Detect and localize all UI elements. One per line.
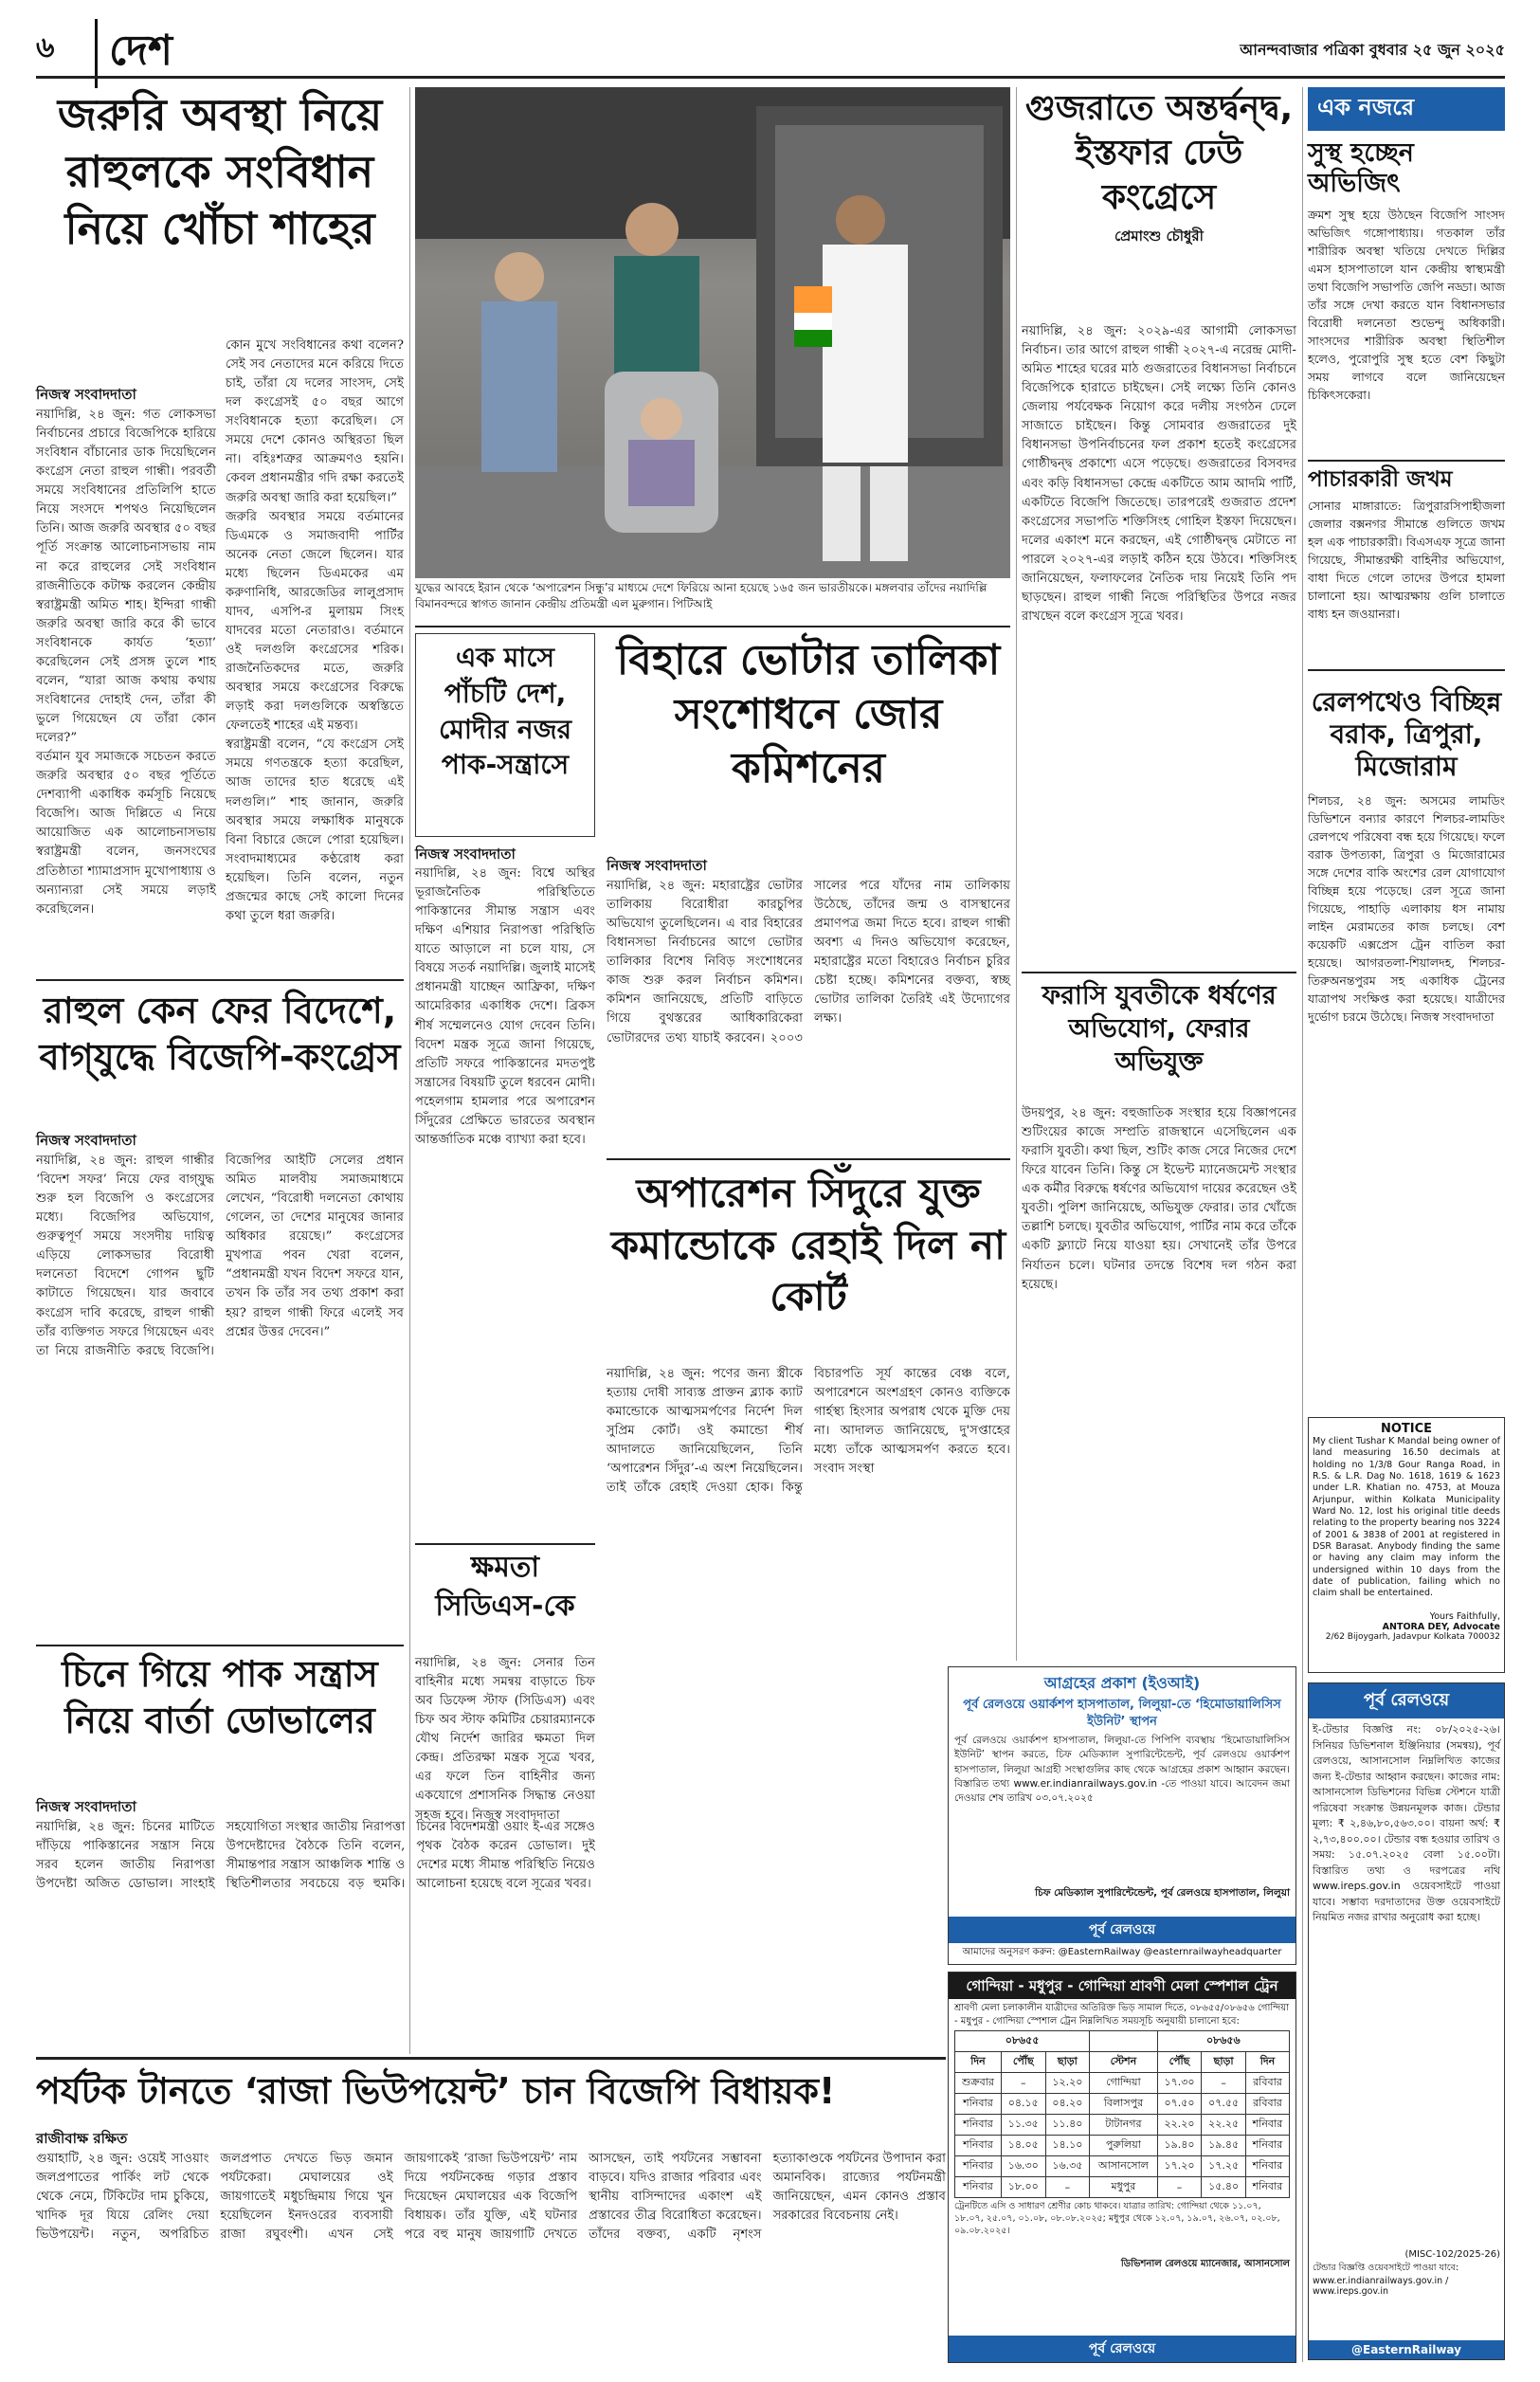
story-pak-headline-block — [415, 633, 595, 837]
blank-cell — [1090, 2031, 1157, 2052]
story-bihar-headline-block — [607, 633, 1010, 851]
byline: নিজস্ব সংবাদদাতা — [415, 846, 516, 863]
headline: ফরাসি যুবতীকে ধর্ষণের অভিযোগ, ফেরার অভিযুক্ত — [1042, 981, 1277, 1078]
table-row — [955, 2177, 1290, 2198]
ad-shrabani-mela-train — [948, 1972, 1296, 2363]
article-text: নয়াদিল্লি, ২৪ জুন: রাহুল গান্ধীর ‘বিদেশ সফর’ নিয়ে ফের বাগ্‌যুদ্ধ শুরু হল বিজেপি ও কংগ্রেসের মধ্যে। বিজেপির অভিযোগ, গুরুত্বপূর্ণ সময়ে সংসদীয় দায়িত্ব এড়িয়ে লোকসভার বিরোধী দলনেতা বিদেশে গোপন ছুটি কাটাতে গিয়েছেন। যার জবাবে কংগ্রেস দাবি করেছে, রাহুল গান্ধী তাঁর ব্যক্তিগত সফরে গিয়েছেন এবং তা নিয়ে রাজনীতি করছে বিজেপি। বিজেপির আইটি সেলের প্রধান অমিত মালবীয় সমাজমাধ্যমে লেখেন, “বিরোধী দলনেতা কোথায় গেলেন, তা দেশের মানুষের জানার অধিকার রয়েছে।” কংগ্রেসের মুখপাত্র পবন খেরা বলেন, “প্রধানমন্ত্রী যখন বিদেশ সফরে যান, তখন কি তাঁর সব তথ্য প্রকাশ করা হয়? রাহুল গান্ধী ফিরে এলেই সব প্রশ্নের উত্তর দেবেন।” — [36, 1154, 404, 1358]
table-cell: ১১.৪০ — [1045, 2115, 1090, 2136]
col-header: দিন — [955, 2052, 1002, 2073]
col-header: পৌঁছ — [1157, 2052, 1202, 2073]
ad-website: টেন্ডার বিজ্ঞপ্তি ওয়েবসাইটে পাওয়া যাবে: www.er.indianrailways.gov.in / www.ireps.gov.in — [1313, 2263, 1459, 2297]
ad-footer: পূর্ব রেলওয়ে — [949, 2336, 1295, 2362]
sidebar-item-text: সোনার মাঙ্গারাতে: ত্রিপুরারসিপাহীজলা জেলার বক্সনগর সীমান্তে গুলিতে জখম হল এক পাচারকারী। বিএসএফ সূত্রে জানা গিয়েছে, সীমান্তরক্ষী বাহিনীর অভিযোগ, বাধা দিতে গেলে তাদের উপরে হামলা চালানো হয়। আত্মরক্ষায় গুলি চালাতে বাধ্য হন জওয়ানরা। — [1308, 499, 1505, 622]
table-cell: ২২.২৫ — [1202, 2115, 1246, 2136]
page-number: ৬ — [36, 31, 55, 64]
ad-sign: চিফ মেডিক্যাল সুপারিন্টেন্ডেন্ট, পূর্ব রেলওয়ে হাসপাতাল, লিলুয়া — [1035, 1887, 1290, 1900]
table-cell: শনিবার — [1245, 2136, 1289, 2156]
article-text: নয়াদিল্লি, ২৪ জুন: সেনার তিন বাহিনীর মধ্যে সমন্বয় বাড়াতে চিফ অব ডিফেন্স স্টাফ (সিডিএস) এবং চিফ অব স্টাফ কমিটির চেয়ারম্যানকে যৌথ নির্দেশ জারির ক্ষমতা দিল কেন্দ্র। প্রতিরক্ষা মন্ত্রক সূত্রে খবর, এর ফলে তিন বাহিনীর জন্য একযোগে প্রশাসনিক সিদ্ধান্ত নেওয়া সহজ হবে। নিজস্ব সংবাদদাতা — [415, 1656, 595, 1823]
byline: নিজস্ব সংবাদদাতা — [607, 857, 707, 874]
col-header: ছাড়া — [1202, 2052, 1246, 2073]
news-photo — [415, 87, 1010, 578]
col-header: ছাড়া — [1045, 2052, 1090, 2073]
headline: এক মাসে পাঁচটি দেশ, মোদীর নজর পাক-সন্ত্রাসে — [438, 642, 572, 781]
ad-eastern-railway-tender — [1308, 1682, 1505, 2360]
table-cell: – — [1157, 2177, 1202, 2198]
table-cell: ১৪.১০ — [1045, 2136, 1090, 2156]
ad-intro: শ্রাবণী মেলা চলাকালীন যাত্রীদের অতিরিক্ত ভিড় সামাল দিতে, ০৮৬৫৫/০৮৬৫৬ গোন্দিয়া - মধুপুর - গোন্দিয়া স্পেশাল ট্রেন নিম্নলিখিত সময়সূচি অনুযায়ী চালানো হবে: — [954, 2003, 1290, 2027]
table-cell: শনিবার — [1245, 2115, 1289, 2136]
table-cell: ১৭.২৫ — [1202, 2156, 1246, 2177]
notice-title: NOTICE — [1380, 1422, 1433, 1436]
table-row — [955, 2156, 1290, 2177]
article-text: উদয়পুর, ২৪ জুন: বহুজাতিক সংস্থার হয়ে বিজ্ঞাপনের শুটিংয়ের কাজে সম্প্রতি রাজস্থানে এসেছিলেন এক ফরাসি যুবতী। কথা ছিল, শুটিং কাজ সেরে নিজের দেশে ফিরে যাবেন তিনি। কিন্তু সে ইভেন্ট ম্যানেজমেন্ট সংস্থার এক কর্মীর বিরুদ্ধে ধর্ষণের অভিযোগ দায়ের করেছেন ওই যুবতী। পুলিশ জানিয়েছে, অভিযুক্ত ফেরার। তার খোঁজে তল্লাশি চলছে। যুবতীর অভিযোগ, পার্টির নাম করে তাঁকে একটি ফ্ল্যাটে নিয়ে যাওয়া হয়। সেখানেই তাঁর উপরে নির্যাতন চলে। ঘটনার তদন্তে বিশেষ দল গঠন করা হয়েছে। — [1022, 1106, 1296, 1292]
headline: গুজরাতে অন্তর্দ্বন্দ্ব, ইস্তফার ঢেউ কংগ্রেসে — [1024, 89, 1294, 217]
table-cell: শনিবার — [955, 2136, 1002, 2156]
byline: নিজস্ব সংবাদদাতা — [36, 1132, 136, 1149]
table-row — [955, 2136, 1290, 2156]
table-row — [955, 2073, 1290, 2094]
table-cell: ১৬.৩০ — [1001, 2156, 1045, 2177]
table-cell: গোন্দিয়া — [1090, 2073, 1157, 2094]
table-row — [955, 2094, 1290, 2115]
rail-headline: রেলপথেও বিচ্ছিন্ন বরাক, ত্রিপুরা, মিজোরাম — [1311, 686, 1502, 782]
table-cell: ০৭.৫৫ — [1202, 2094, 1246, 2115]
train-schedule-table — [954, 2030, 1290, 2198]
story-gujarat-headline-block — [1022, 87, 1296, 315]
col-header: পৌঁছ — [1001, 2052, 1045, 2073]
table-cell: রবিবার — [1245, 2073, 1289, 2094]
table-cell: টাটানগর — [1090, 2115, 1157, 2136]
byline: নিজস্ব সংবাদদাতা — [36, 1798, 136, 1815]
table-cell: – — [1202, 2073, 1246, 2094]
rail-text: শিলচর, ২৪ জুন: অসমের লামডিং ডিভিশনে বন্যার কারণে শিলচর-লামডিং রেলপথে পরিষেবা বন্ধ হয়ে গিয়েছে। ফলে বরাক উপত্যকা, ত্রিপুরা ও মিজোরামের সঙ্গে দেশের বাকি অংশের রেল যোগাযোগ বিচ্ছিন্ন হয়ে পড়েছে। রেল সূত্রে জানা গিয়েছে, পাহাড়ি এলাকায় ধস নামায় লাইন মেরামতের কাজ চলছে। বেশ কয়েকটি এক্সপ্রেস ট্রেন বাতিল করা হয়েছে। আগরতলা-শিয়ালদহ, শিলচর-তিরুঅনন্তপুরম সহ একাধিক ট্রেনের যাত্রাপথ সংক্ষিপ্ত করা হয়েছে। যাত্রীদের দুর্ভোগ চরমে উঠেছে। নিজস্ব সংবাদদাতা — [1308, 793, 1505, 1025]
notice-address: 2/62 Bijoygarh, Jadavpur Kolkata 700032 — [1325, 1632, 1500, 1642]
notice-text: My client Tushar K Mandal being owner of land measuring 16.50 decimals at holding no 1/3/8 Gour Ranga Road, in R.S. & L.R. Dag No. 1618, 1619 & 1623 under L.R. Khatian no. 4753, at Mouza Arjunpur, within Kolkata Municipality Ward No. 12, lost his original title deeds relating to the property bearing nos 3224 of 2001 & 3838 of 2001 at registered in DSR Barasat. Anybody finding the same or having any claim may inform the undersigned within 10 days from the date of publication, failing which no claim shall be entertained. — [1313, 1436, 1500, 1599]
notice-box — [1308, 1417, 1505, 1673]
ad-code: (MISC-102/2025-26) — [1404, 2249, 1500, 2260]
table-cell: শনিবার — [1245, 2156, 1289, 2177]
headline: পর্যটক টানতে ‘রাজা ভিউপয়েন্ট’ চান বিজেপি বিধায়ক! — [36, 2070, 836, 2112]
table-cell: ০৭.৫০ — [1157, 2094, 1202, 2115]
col-header: দিন — [1245, 2052, 1289, 2073]
section-title: দেশ — [95, 19, 172, 88]
photo-illustration — [415, 87, 1010, 578]
table-cell: ০৪.১৫ — [1001, 2094, 1045, 2115]
ad-header: পূর্ব রেলওয়ে — [1309, 1683, 1504, 1718]
byline: প্রেমাংশু চৌধুরী — [1114, 227, 1204, 245]
ad-footer: পূর্ব রেলওয়ে — [949, 1917, 1295, 1943]
sidebar-item-title: সুস্থ হচ্ছেন অভিজিৎ — [1308, 138, 1414, 199]
train-up-no: ০৮৬৫৫ — [955, 2031, 1090, 2052]
table-cell: ১৫.৪০ — [1202, 2177, 1246, 2198]
table-cell: শনিবার — [955, 2094, 1002, 2115]
ad-text: পূর্ব রেলওয়ে ওয়ার্কশপ হাসপাতাল, লিলুয়া-তে পিপিপি ব্যবস্থায় ‘হিমোডায়ালিসিস ইউনিট’ স্থাপন করতে, চিফ মেডিক্যাল সুপারিন্টেন্ডেন্ট, পূর্ব রেলওয়ে ওয়ার্কশপ হাসপাতাল, লিলুয়া আগ্রহী সংস্থাগুলির কাছ থেকে আগ্রহের প্রকাশ আহ্বান করছেন। বিস্তারিত তথ্য www.er.indianrailways.gov.in -তে পাওয়া যাবে। আবেদন জমা দেওয়ার শেষ তারিখ ০৩.০৭.২০২৫ — [954, 1735, 1290, 1804]
table-cell: ০৪.২০ — [1045, 2094, 1090, 2115]
article-text: নয়াদিল্লি, ২৪ জুন: পণের জন্য স্ত্রীকে হত্যায় দোষী সাব্যস্ত প্রাক্তন ব্ল্যাক ক্যাট কমান্ডোকে আত্মসমর্পণের নির্দেশ দিল সুপ্রিম কোর্ট। ওই কমান্ডো শীর্ষ আদালতে জানিয়েছিলেন, তিনি ‘অপারেশন সিঁদুর’-এ অংশ নিয়েছিলেন। তাই তাঁকে রেহাই দেওয়া হোক। কিন্তু বিচারপতি সূর্য কান্তের বেঞ্চ বলে, অপারেশনে অংশগ্রহণ কোনও ব্যক্তিকে গার্হস্থ্য হিংসার অপরাধ থেকে মুক্তি দেয় না। আদালত জানিয়েছে, দু'সপ্তাহের মধ্যে তাঁকে আত্মসমর্পণ করতে হবে। সংবাদ সংস্থা — [607, 1367, 1010, 1496]
table-cell: ১৬.৩৫ — [1045, 2156, 1090, 2177]
headline: রাহুল কেন ফের বিদেশে, বাগ্‌যুদ্ধে বিজেপি-কংগ্রেস — [39, 990, 401, 1079]
table-row — [955, 2115, 1290, 2136]
col-header: স্টেশন — [1090, 2052, 1157, 2073]
article-text: নয়াদিল্লি, ২৪ জুন: চিনের মাটিতে দাঁড়িয়ে পাকিস্তানের সন্ত্রাস নিয়ে সরব হলেন জাতীয় নিরাপত্তা উপদেষ্টা অজিত ডোভাল। সাংহাই সহযোগিতা সংস্থার জাতীয় নিরাপত্তা উপদেষ্টাদের বৈঠকে তিনি বলেন, সীমান্তপার সন্ত্রাস আঞ্চলিক শান্তি ও স্থিতিশীলতার সবচেয়ে বড় হুমকি। চিনের বিদেশমন্ত্রী ওয়াং ই-এর সঙ্গেও পৃথক বৈঠক করেন ডোভাল। দুই দেশের মধ্যে সীমান্ত পরিস্থিতি নিয়েও আলোচনা হয়েছে বলে সূত্রের খবর। — [36, 1820, 595, 1892]
ad-text: ই-টেন্ডার বিজ্ঞপ্তি নং: ০৮/২০২৫-২৬। সিনিয়র ডিভিশনাল ইঞ্জিনিয়ার (সমন্বয়), পূর্ব রেলওয়ে, আসানসোল নিম্নলিখিত কাজের জন্য ই-টেন্ডার আহ্বান করছেন। কাজের নাম: আসানসোল ডিভিশনের বিভিন্ন স্টেশনে যাত্রী পরিষেবা সংক্রান্ত উন্নয়নমূলক কাজ। টেন্ডার মূল্য: ₹ ২,৪৬,৮০,৫৬৩.০০। বায়না অর্থ: ₹ ২,৭৩,৪০০.০০। টেন্ডার বন্ধ হওয়ার তারিখ ও সময়: ১৫.০৭.২০২৫ বেলা ১৫.০০টা। বিস্তারিত তথ্য ও দরপত্রের নথি www.ireps.gov.in ওয়েবসাইটে পাওয়া যাবে। সম্ভাব্য দরদাতাদের উক্ত ওয়েবসাইটে নিয়মিত নজর রাখার অনুরোধ করা হচ্ছে। — [1313, 1723, 1500, 1923]
headline: বিহারে ভোটার তালিকা সংশোধনে জোর কমিশনের — [616, 636, 1001, 793]
headline: অপারেশন সিঁদুরে যুক্ত কমান্ডোকে রেহাই দিল না কোর্ট — [610, 1170, 1006, 1320]
article-text: নয়াদিল্লি, ২৪ জুন: বিশ্বে অস্থির ভূরাজনৈতিক পরিস্থিতিতে পাকিস্তানের সীমান্ত সন্ত্রাস এবং দক্ষিণ এশিয়ার নিরাপত্তা পরিস্থিতি যাতে আড়ালে না চলে যায়, সে বিষয়ে সতর্ক নয়াদিল্লি। জুলাই মাসেই প্রধানমন্ত্রী যাচ্ছেন আফ্রিকা, দক্ষিণ আমেরিকার একাধিক দেশে। ব্রিকস শীর্ষ সম্মেলনেও যোগ দেবেন তিনি। বিদেশ মন্ত্রক সূত্রে জানা গিয়েছে, প্রতিটি সফরে পাকিস্তানের মদতপুষ্ট সন্ত্রাসের বিষয়টি তুলে ধরবেন মোদী। পহেলগাম হামলার পরে অপারেশন সিঁদুরের প্রেক্ষিতে ভারতের অবস্থান আন্তর্জাতিক মঞ্চে ব্যাখ্যা করা হবে। — [415, 866, 595, 1147]
article-text: কোন মুখে সংবিধানের কথা বলেন? সেই সব নেতাদের মনে করিয়ে দিতে চাই, তাঁরা যে দলের সাংসদ, সেই দল কংগ্রেসই ৫০ বছর আগে সংবিধানকে হত্যা করেছিল। সে সময়ে দেশে কোনও অস্থিরতা ছিল না। বহিঃশত্রুর আক্রমণও হয়নি। কেবল প্রধানমন্ত্রীর গদি রক্ষা করতেই জরুরি অবস্থা জারি করা হয়েছিল।” জরুরি অবস্থার সময়ে বর্তমানের ডিএমকে ও সমাজবাদী পার্টির অনেক নেতা জেলে ছিলেন। যার মধ্যে ছিলেন ডিএমকের এম করুণানিধি, আরজেডির লালুপ্রসাদ যাদব, এসপি-র মুলায়ম সিংহ যাদবের মতো নেতারাও। বর্তমানে ওই দলগুলি কংগ্রেসের শরিক। রাজনৈতিকদের মতে, জরুরি অবস্থার সময়ে কংগ্রেসের বিরুদ্ধে লড়াই করা দলগুলিকে অস্বস্তিতে ফেলতেই শাহের এই মন্তব্য। স্বরাষ্ট্রমন্ত্রী বলেন, “যে কংগ্রেস সেই সময়ে গণতন্ত্রকে হত্যা করেছিল, আজ তাদের হাত ধরেছে এই দলগুলি।” শাহ জানান, জরুরি অবস্থার সময়ে লক্ষাধিক মানুষকে বিনা বিচারে জেলে পোরা হয়েছিল। সংবাদমাধ্যমের কণ্ঠরোধ করা হয়েছিল। তিনি বলেন, নতুন প্রজন্মের কাছে সেই কালো দিনের কথা তুলে ধরা জরুরি। — [226, 338, 404, 923]
table-cell: রবিবার — [1245, 2094, 1289, 2115]
table-cell: শনিবার — [955, 2156, 1002, 2177]
byline: রাজীবাক্ষ রক্ষিত — [36, 2130, 128, 2147]
photo-caption: যুদ্ধের আবহে ইরান থেকে ‘অপারেশন সিন্ধু’র মাধ্যমে দেশে ফিরিয়ে আনা হয়েছে ১৬৫ জন ভারতীয়কে। মঙ্গলবার তাঁদের নয়াদিল্লি বিমানবন্দরে স্বাগত জানান কেন্দ্রীয় প্রতিমন্ত্রী এল মুরুগান। পিটিআই — [415, 581, 987, 610]
table-cell: ১৮.০০ — [1001, 2177, 1045, 2198]
ad-notes: ট্রেনটিতে এসি ও সাধারণ শ্রেণীর কোচ থাকবে। যাত্রার তারিখ: গোন্দিয়া থেকে ১১.০৭, ১৮.০৭, ২৫.০৭, ০১.০৮, ০৮.০৮.২০২৫; মধুপুর থেকে ১২.০৭, ১৯.০৭, ২৬.০৭, ০২.০৮, ০৯.০৮.২০২৫। — [954, 2201, 1280, 2236]
headline: ক্ষমতা সিডিএস-কে — [435, 1551, 575, 1623]
table-cell: শনিবার — [1245, 2177, 1289, 2198]
table-cell: আসানসোল — [1090, 2156, 1157, 2177]
ad-dialysis-eoi — [948, 1666, 1296, 1965]
headline: জরুরি অবস্থা নিয়ে রাহুলকে সংবিধান নিয়ে খোঁচা শাহের — [57, 89, 383, 254]
paper-date: আনন্দবাজার পত্রিকা বুধবার ২৫ জুন ২০২৫ — [1240, 41, 1505, 59]
table-cell: ১৪.০৫ — [1001, 2136, 1045, 2156]
story-raja-headline-block — [36, 2064, 946, 2121]
masthead — [36, 19, 1505, 76]
table-cell: ১৯.৪৫ — [1202, 2136, 1246, 2156]
story-french-headline-block — [1022, 972, 1296, 1100]
sidebar-header: এক নজরে — [1308, 87, 1505, 131]
byline: নিজস্ব সংবাদদাতা — [36, 386, 136, 403]
story-cds-headline-block — [415, 1543, 595, 1647]
ad-title: গোন্দিয়া - মধুপুর - গোন্দিয়া শ্রাবণী মেলা স্পেশাল ট্রেন — [949, 1973, 1295, 1999]
table-cell: ২২.২০ — [1157, 2115, 1202, 2136]
story-rahul-headline-block — [36, 988, 404, 1130]
train-down-no: ০৮৬৫৬ — [1157, 2031, 1289, 2052]
article-text: নয়াদিল্লি, ২৪ জুন: গত লোকসভা নির্বাচনের প্রচারে বিজেপিকে হারিয়ে সংবিধান বাঁচানোর ডাক দিয়েছিলেন কংগ্রেস নেতা রাহুল গান্ধী। পরবর্তী সময়ে সংবিধানের প্রতিলিপি হাতে নিয়ে সংসদে শপথও নিয়েছিলেন তিনি। আজ জরুরি অবস্থার ৫০ বছর পূর্তি সংক্রান্ত আলোচনাসভায় নাম না করে রাহুলের সেই সংবিধান রাজনীতিকে কটাক্ষ করলেন কেন্দ্রীয় স্বরাষ্ট্রমন্ত্রী অমিত শাহ। ইন্দিরা গান্ধী জরুরি অবস্থা জারি করে কী ভাবে সংবিধানকে কার্যত ‘হত্যা’ করেছিলেন সেই প্রসঙ্গ তুলে শাহ বলেন, “যারা আজ কথায় কথায় সংবিধানের দোহাই দেন, তাঁরা কী ভুলে গিয়েছেন যে তাঁরা কোন দলের?” বর্তমান যুব সমাজকে সচেতন করতে জরুরি অবস্থার ৫০ বছর পূর্তিতে দেশব্যাপী একাধিক কর্মসূচি নিয়েছে বিজেপি। আজ দিল্লিতে এ নিয়ে আয়োজিত এক আলোচনাসভায় স্বরাষ্ট্রমন্ত্রী বলেন, জনসংঘের প্রতিষ্ঠাতা শ্যামাপ্রসাদ মুখোপাধ্যায় ও অন্যান্যরা সেই সময়ে লড়াই করেছিলেন। — [36, 408, 216, 917]
table-cell: পুরুলিয়া — [1090, 2136, 1157, 2156]
table-cell: ১৭.৩০ — [1157, 2073, 1202, 2094]
ad-social: আমাদের অনুসরণ করুন: @EasternRailway @easternrailwayheadquarter — [962, 1947, 1282, 1957]
ad-social: @EasternRailway — [1309, 2340, 1504, 2359]
headline: চিনে গিয়ে পাক সন্ত্রাস নিয়ে বার্তা ডোভালের — [62, 1653, 378, 1742]
table-cell: শুক্রবার — [955, 2073, 1002, 2094]
sidebar-ek-najare — [1308, 87, 1505, 1528]
sidebar-item-text: ক্রমশ সুস্থ হয়ে উঠছেন বিজেপি সাংসদ অভিজিৎ গঙ্গোপাধ্যায়। গতকাল তাঁর শারীরিক অবস্থা খতিয়ে দেখতে দিল্লির এমস হাসপাতালে যান কেন্দ্রীয় স্বাস্থ্যমন্ত্রী তথা বিজেপি সভাপতি জেপি নড্ডা। আজ তাঁর সঙ্গে দেখা করতে যান বিধানসভার বিরোধী দলনেতা শুভেন্দু অধিকারী। সাংসদের শারীরিক অবস্থা স্থিতিশীল হলেও, পুরোপুরি সুস্থ হতে বেশ কিছুটা সময় লাগবে বলে জানিয়েছেন চিকিৎসকেরা। — [1308, 207, 1505, 402]
notice-name: ANTORA DEY, Advocate — [1382, 1622, 1500, 1632]
table-cell: মধুপুর — [1090, 2177, 1157, 2198]
story-sindoor-headline-block — [607, 1168, 1010, 1357]
ad-title: আগ্রহের প্রকাশ (ইওআই) — [1043, 1674, 1201, 1692]
table-cell: ১৯.৪০ — [1157, 2136, 1202, 2156]
story-china-headline-block — [36, 1651, 404, 1793]
sidebar-item-title: পাচারকারী জখম — [1308, 466, 1453, 492]
table-cell: শনিবার — [955, 2177, 1002, 2198]
table-cell: বিলাসপুর — [1090, 2094, 1157, 2115]
ad-subtitle: পূর্ব রেলওয়ে ওয়ার্কশপ হাসপাতাল, লিলুয়া-তে ‘হিমোডায়ালিসিস ইউনিট’ স্থাপন — [963, 1698, 1281, 1729]
table-cell: – — [1045, 2177, 1090, 2198]
notice-sign: Yours Faithfully, — [1429, 1611, 1500, 1622]
article-text: নয়াদিল্লি, ২৪ জুন: ২০২৯-এর আগামী লোকসভা নির্বাচন। তার আগে রাহুল গান্ধী ২০২৭-এ নরেন্দ্র মোদী-অমিত শাহের ঘরের মাঠ গুজরাতের বিধানসভা নির্বাচনে বিজেপিকে হারাতে চাইছেন। সেই লক্ষ্যে তিনি কোনও জেলায় পর্যবেক্ষক নিয়োগ করে দলীয় সংগঠন ঢেলে সাজাতে চাইছেন। কিন্তু সোমবার গুজরাতের দুই বিধানসভা উপনির্বাচনের ফল প্রকাশ হতেই কংগ্রেসের গোষ্ঠীদ্বন্দ্ব প্রকাশ্যে এসে পড়েছে। গুজরাতের বিসবদর এবং কড়ি বিধানসভা কেন্দ্রে একটিতে আম আদমি পার্টি, একটিতে বিজেপি জিতেছে। তারপরেই গুজরাত প্রদেশ কংগ্রেসের সভাপতি শক্তিসিংহ গোহিল ইস্তফা দিয়েছেন। দলের একাংশ মনে করছেন, এই গোষ্ঠীদ্বন্দ্ব মেটাতে না পারলে ২০২৭-এর লড়াই কঠিন হয়ে উঠবে। শক্তিসিংহ জানিয়েছেন, ফলাফলের নৈতিক দায় নিয়েই তিনি পদ ছাড়ছেন। রাহুল গান্ধী নিজে পরিস্থিতির উপরে নজর রাখছেন বলে কংগ্রেস সূত্রে খবর। — [1022, 324, 1296, 624]
table-cell: ১১.৩৫ — [1001, 2115, 1045, 2136]
article-text: গুয়াহাটি, ২৪ জুন: ওয়েই সাওয়াং জলপ্রপাতের পার্কিং লট থেকে থেকে নেমে, টিকিটের দাম চুকিয়ে, খাদিক দূর যিয়ে রেলিং দেয়া ভিউপয়েন্ট। নতুন, অপরিচিত জলপ্রপাত দেখতে ভিড় জমান পর্যটকেরা। মেঘালয়ের ওই জায়গাতেই মধুচন্দ্রিমায় গিয়ে খুন হয়েছিলেন ইনদওরের ব্যবসায়ী রাজা রঘুবংশী। এখন সেই জায়গাকেই ‘রাজা ভিউপয়েন্ট’ নাম দিয়ে পর্যটনকেন্দ্র গড়ার প্রস্তাব দিয়েছেন মেঘালয়ের এক বিজেপি বিধায়ক। তাঁর যুক্তি, এই ঘটনার পরে বহু মানুষ জায়গাটি দেখতে আসছেন, তাই পর্যটনের সম্ভাবনা বাড়বে। যদিও রাজার পরিবার এবং স্থানীয় বাসিন্দাদের একাংশ এই প্রস্তাবের তীব্র বিরোধিতা করেছেন। তাঁদের বক্তব্য, একটি নৃশংস হত্যাকাণ্ডকে পর্যটনের উপাদান করা অমানবিক। রাজ্যের পর্যটনমন্ত্রী জানিয়েছেন, এমন কোনও প্রস্তাব সরকারের বিবেচনায় নেই। — [36, 2152, 946, 2243]
table-cell: শনিবার — [955, 2115, 1002, 2136]
table-cell: ১২.২০ — [1045, 2073, 1090, 2094]
article-text: নয়াদিল্লি, ২৪ জুন: মহারাষ্ট্রের ভোটার তালিকায় বিরোধীরা কারচুপির অভিযোগ তুলেছিলেন। এ বার বিহারের বিধানসভা নির্বাচনের আগে ভোটার তালিকার বিশেষ নিবিড় সংশোধনের কাজ শুরু করল নির্বাচন কমিশন। কমিশন জানিয়েছে, প্রতিটি বাড়িতে গিয়ে বুথস্তরের আধিকারিকেরা ভোটারদের তথ্য যাচাই করবেন। ২০০৩ সালের পরে যাঁদের নাম তালিকায় উঠেছে, তাঁদের জন্ম ও বাসস্থানের প্রমাণপত্র জমা দিতে হবে। রাহুল গান্ধী অবশ্য এ দিনও অভিযোগ করেছেন, মহারাষ্ট্রের মতো বিহারেও নির্বাচন চুরির চেষ্টা হচ্ছে। কমিশনের বক্তব্য, স্বচ্ছ ভোটার তালিকা তৈরিই এই উদ্যোগের লক্ষ্য। — [607, 879, 1010, 1046]
ad-sign: ডিভিশনাল রেলওয়ে ম্যানেজার, আসানসোল — [1120, 2259, 1290, 2270]
table-cell: – — [1001, 2073, 1045, 2094]
table-cell: ১৭.২০ — [1157, 2156, 1202, 2177]
